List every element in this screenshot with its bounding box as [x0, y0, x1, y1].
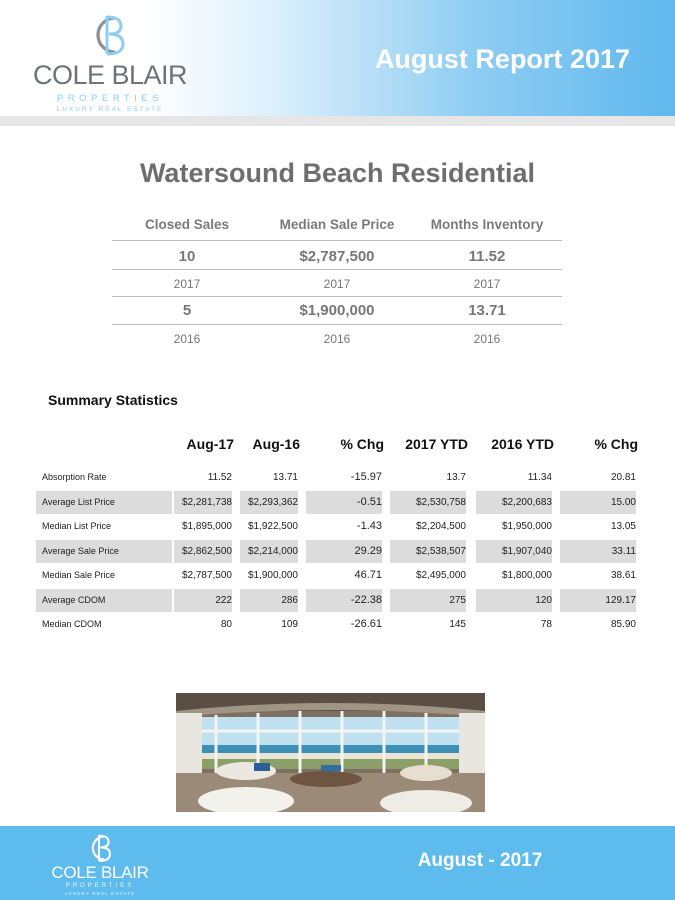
table-cell: 13.05 — [610, 521, 636, 532]
table-cell: $2,293,362 — [240, 491, 298, 514]
row-label: Average Sale Price — [36, 540, 172, 563]
median-sale-price-2016: $1,900,000 — [299, 302, 375, 319]
table-cell: 85.90 — [610, 619, 636, 630]
key-stat-header: Median Sale Price — [279, 217, 395, 232]
closed-sales-2016: 5 — [182, 302, 192, 319]
table-cell: 275 — [390, 589, 466, 612]
table-row — [36, 466, 646, 489]
column-header: Aug-16 — [252, 436, 300, 452]
table-cell: 13.71 — [272, 472, 298, 483]
table-cell: $1,900,000 — [247, 570, 298, 581]
footer-logo — [50, 830, 150, 896]
closed-sales-2017: 10 — [178, 248, 196, 265]
table-cell: 120 — [476, 589, 552, 612]
living-room-photo — [176, 693, 485, 812]
divider — [112, 240, 562, 241]
year-label: 2016 — [173, 332, 201, 346]
page-footer — [0, 826, 675, 900]
table-cell: 13.7 — [446, 472, 466, 483]
brand-tagline: LUXURY REAL ESTATE — [56, 106, 164, 113]
column-header: 2017 YTD — [405, 436, 468, 452]
table-cell: 20.81 — [610, 472, 636, 483]
table-row — [36, 540, 646, 563]
footer-brand-tagline: LUXURY REAL ESTATE — [64, 891, 136, 896]
summary-title: Summary Statistics — [48, 392, 178, 408]
year-label: 2017 — [473, 277, 501, 291]
table-cell: -1.43 — [356, 520, 382, 532]
months-inventory-2016: 13.71 — [468, 302, 506, 319]
column-header: % Chg — [340, 436, 384, 452]
table-cell: 11.52 — [207, 472, 232, 483]
year-label: 2016 — [323, 332, 351, 346]
key-stat-header: Months Inventory — [430, 217, 544, 232]
row-label: Median Sale Price — [42, 570, 116, 580]
table-cell: $2,530,758 — [390, 491, 466, 514]
column-header: Aug-17 — [186, 436, 234, 452]
row-label: Average List Price — [36, 491, 172, 514]
table-row — [36, 589, 646, 612]
table-cell: -22.38 — [306, 589, 382, 612]
table-cell: 15.00 — [560, 491, 636, 514]
table-cell: $2,204,500 — [415, 521, 466, 532]
table-cell: 222 — [174, 589, 232, 612]
table-cell: $1,922,500 — [247, 521, 298, 532]
table-cell: 286 — [240, 589, 298, 612]
page-title: Watersound Beach Residential — [139, 158, 536, 188]
table-row — [36, 564, 646, 587]
footer-date: August - 2017 — [417, 850, 543, 871]
cb-monogram-icon — [84, 832, 114, 864]
key-stat-header: Closed Sales — [144, 217, 230, 232]
row-label: Absorption Rate — [42, 472, 107, 482]
header-divider — [0, 116, 675, 126]
table-row — [36, 515, 646, 538]
table-cell: 80 — [220, 619, 232, 630]
cole-blair-logo — [30, 10, 190, 113]
footer-brand-sub: PROPERTIES — [65, 883, 135, 889]
table-cell: $1,907,040 — [476, 540, 552, 563]
year-label: 2017 — [173, 277, 201, 291]
table-cell: $2,538,507 — [390, 540, 466, 563]
column-header: % Chg — [594, 436, 638, 452]
table-cell: $2,214,000 — [240, 540, 298, 563]
year-label: 2017 — [323, 277, 351, 291]
table-cell: $2,281,738 — [174, 491, 232, 514]
report-title: August Report 2017 — [374, 44, 630, 74]
table-cell: 29.29 — [306, 540, 382, 563]
table-cell: -26.61 — [350, 618, 382, 630]
row-label: Median CDOM — [42, 619, 102, 629]
table-cell: $1,800,000 — [501, 570, 552, 581]
table-cell: -15.97 — [350, 471, 382, 483]
table-cell: $1,895,000 — [181, 521, 232, 532]
page-header — [0, 0, 675, 118]
table-cell: $2,495,000 — [415, 570, 466, 581]
median-sale-price-2017: $2,787,500 — [299, 248, 375, 265]
table-cell: 129.17 — [560, 589, 636, 612]
table-cell: 109 — [281, 619, 298, 630]
table-cell: -0.51 — [306, 491, 382, 514]
table-cell: 145 — [449, 619, 466, 630]
table-cell: 78 — [540, 619, 552, 630]
table-cell: 33.11 — [560, 540, 636, 563]
divider — [112, 269, 562, 270]
table-cell: $2,787,500 — [181, 570, 232, 581]
divider — [112, 296, 562, 297]
table-cell: 11.34 — [527, 472, 552, 483]
brand-name: COLE BLAIR — [32, 60, 188, 90]
footer-brand-name: COLE BLAIR — [51, 863, 149, 882]
row-label: Median List Price — [42, 521, 112, 531]
divider — [112, 324, 562, 325]
table-row — [36, 613, 646, 636]
brand-sub: PROPERTIES — [56, 93, 164, 104]
months-inventory-2017: 11.52 — [468, 248, 506, 265]
column-header: 2016 YTD — [491, 436, 554, 452]
year-label: 2016 — [473, 332, 501, 346]
row-label: Average CDOM — [36, 589, 172, 612]
cb-monogram-icon — [85, 12, 129, 58]
table-cell: $2,862,500 — [174, 540, 232, 563]
table-cell: $2,200,683 — [476, 491, 552, 514]
table-cell: 46.71 — [354, 569, 382, 581]
table-cell: $1,950,000 — [501, 521, 552, 532]
table-row — [36, 491, 646, 514]
table-cell: 38.61 — [610, 570, 636, 581]
